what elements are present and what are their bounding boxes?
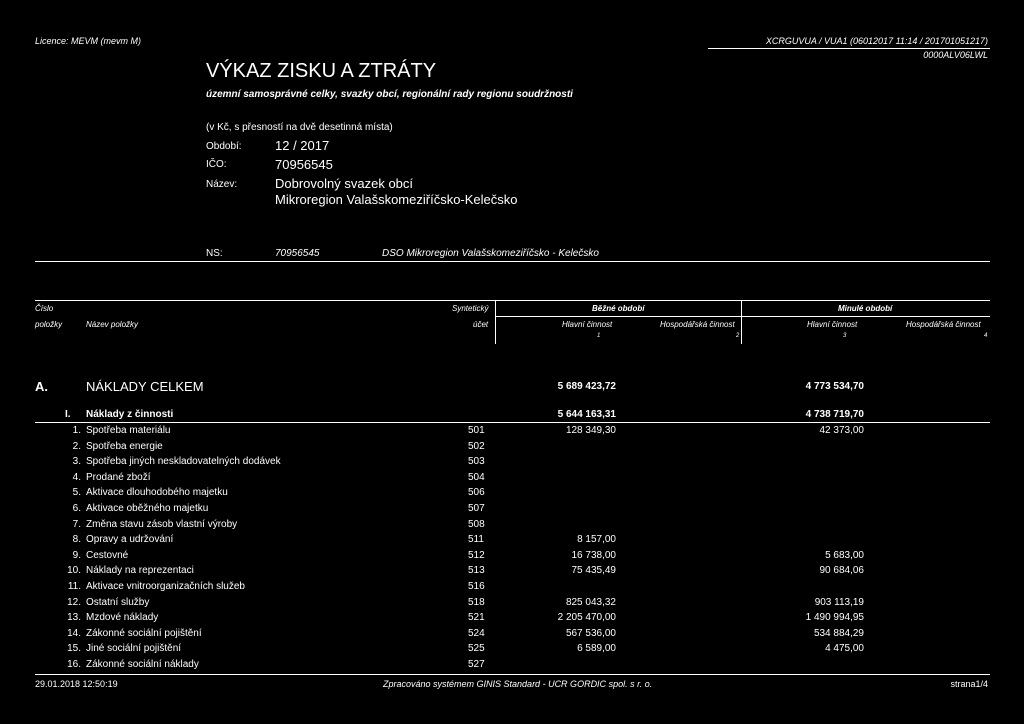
col-polozky: položky <box>35 320 63 329</box>
row-name: Náklady na reprezentaci <box>86 565 194 577</box>
row-number: 15. <box>67 643 81 655</box>
row-previous: 534 884,29 <box>813 627 864 639</box>
row-previous: 4 475,00 <box>825 643 864 655</box>
subsection-name: Náklady z činnosti <box>86 409 174 420</box>
row-account: 508 <box>468 518 485 530</box>
col-nazev: Název položky <box>86 320 139 329</box>
column-divider-1 <box>495 300 496 344</box>
period-value: 12 / 2017 <box>275 138 330 153</box>
row-name: Cestovné <box>86 549 129 561</box>
row-account: 512 <box>468 549 485 561</box>
row-number: 9. <box>72 549 81 561</box>
row-number: 8. <box>72 534 81 546</box>
row-name: Spotřeba materiálu <box>86 425 171 436</box>
ns-rule <box>35 261 990 262</box>
report-title: VÝKAZ ZISKU A ZTRÁTY <box>206 60 437 82</box>
row-current: 567 536,00 <box>565 627 616 639</box>
row-account: 521 <box>468 612 485 624</box>
row-previous: 903 113,19 <box>814 596 864 608</box>
period-label: Období: <box>206 141 242 152</box>
report-code-2: 0000ALV06LWL <box>923 50 988 60</box>
subsection-code: I. <box>65 409 71 420</box>
col-bezne: Běžné období <box>592 304 645 313</box>
subsection-rule <box>35 422 990 423</box>
col-syntet-2: účet <box>473 320 489 329</box>
table-row <box>0 441 1024 456</box>
row-number: 1. <box>72 425 81 436</box>
section-code: A. <box>35 379 48 394</box>
row-current: 75 435,49 <box>571 565 616 577</box>
units-note: (v Kč, s přesností na dvě desetinná místa) <box>206 122 393 133</box>
row-name: Spotřeba jiných neskladovatelných dodávek <box>86 456 281 468</box>
col-cislo: Číslo <box>35 304 54 313</box>
row-number: 7. <box>72 518 81 530</box>
footer-rule <box>35 674 990 675</box>
row-name: Prodané zboží <box>86 471 151 483</box>
row-account: 507 <box>468 503 485 514</box>
footer-page: strana1/4 <box>950 679 988 689</box>
row-number: 3. <box>72 456 81 468</box>
row-name: Zákonné sociální pojištění <box>86 627 202 639</box>
row-current: 825 043,32 <box>565 596 616 608</box>
row-name: Zákonné sociální náklady <box>86 659 199 670</box>
subsection-previous: 4 738 719,70 <box>805 409 864 420</box>
col-hlavni-1: Hlavní činnost <box>562 320 613 329</box>
row-account: 516 <box>468 581 485 592</box>
table-row <box>0 643 1024 658</box>
row-name: Ostatní služby <box>86 596 150 608</box>
row-number: 16. <box>67 659 81 670</box>
row-account: 503 <box>468 456 485 468</box>
row-account: 502 <box>468 440 485 452</box>
row-number: 5. <box>72 487 81 499</box>
row-account: 525 <box>468 643 485 655</box>
row-current: 16 738,00 <box>571 549 616 561</box>
table-row <box>0 534 1024 549</box>
ico-label: IČO: <box>206 159 227 170</box>
row-number: 10. <box>67 565 81 577</box>
row-number: 6. <box>72 503 81 514</box>
ns-label: NS: <box>206 248 223 259</box>
row-previous: 90 684,06 <box>819 565 864 577</box>
col-syntet-1: Syntetický <box>452 304 489 313</box>
row-current: 128 349,30 <box>565 425 616 436</box>
section-previous: 4 773 534,70 <box>805 381 864 392</box>
row-account: 524 <box>468 627 485 639</box>
row-number: 12. <box>67 596 81 608</box>
row-name: Opravy a udržování <box>86 534 174 546</box>
table-row <box>0 487 1024 502</box>
row-previous: 42 373,00 <box>819 425 864 436</box>
row-current: 2 205 470,00 <box>557 612 616 624</box>
table-row <box>0 503 1024 518</box>
row-account: 501 <box>468 425 485 436</box>
subsection-current: 5 644 163,31 <box>557 409 616 420</box>
table-row <box>0 425 1024 440</box>
col-hlavni-2: Hlavní činnost <box>807 320 858 329</box>
report-code: XCRGUVUA / VUA1 (06012017 11:14 / 201701051217) <box>765 36 988 46</box>
name-line-1: Dobrovolný svazek obcí <box>275 176 414 191</box>
row-number: 2. <box>72 440 81 452</box>
row-name: Aktivace oběžného majetku <box>86 503 209 514</box>
ns-name: DSO Mikroregion Valašskomeziříčsko - Kelečsko <box>382 248 599 259</box>
section-current: 5 689 423,72 <box>557 381 616 392</box>
row-account: 513 <box>468 565 485 577</box>
row-name: Spotřeba energie <box>86 440 163 452</box>
section-name: NÁKLADY CELKEM <box>86 379 204 394</box>
footer-system: Zpracováno systémem GINIS Standard - UCR GORDIC spol. s r. o. <box>383 679 653 689</box>
row-number: 11. <box>67 581 81 592</box>
ns-number: 70956545 <box>275 248 320 259</box>
row-account: 511 <box>468 534 484 546</box>
col-num-1: 1 <box>597 333 601 339</box>
row-previous: 5 683,00 <box>825 549 864 561</box>
column-divider-2 <box>741 300 742 344</box>
table-row <box>0 597 1024 612</box>
col-hosp-2: Hospodářská činnost <box>906 320 981 329</box>
name-line-2: Mikroregion Valašskomeziříčsko-Kelečsko <box>275 192 518 207</box>
row-current: 8 157,00 <box>577 534 616 546</box>
row-number: 13. <box>67 612 81 624</box>
row-account: 506 <box>468 487 485 499</box>
row-name: Jiné sociální pojištění <box>86 643 182 655</box>
col-num-2: 2 <box>736 333 740 339</box>
row-current: 6 589,00 <box>577 643 616 655</box>
ico-value: 70956545 <box>275 157 333 172</box>
col-minule: Minulé období <box>838 304 893 313</box>
row-name: Mzdové náklady <box>86 612 159 624</box>
table-row <box>0 581 1024 596</box>
table-row <box>0 659 1024 674</box>
table-row <box>0 550 1024 565</box>
table-row <box>0 628 1024 643</box>
table-row <box>0 472 1024 487</box>
row-account: 518 <box>468 596 485 608</box>
report-subtitle: územní samosprávné celky, svazky obcí, regionální rady regionu soudržnosti <box>206 89 573 100</box>
column-subheader-rule <box>495 316 990 317</box>
row-name: Aktivace dlouhodobého majetku <box>86 487 228 499</box>
row-account: 527 <box>468 659 485 670</box>
row-name: Změna stavu zásob vlastní výroby <box>86 518 238 530</box>
name-label: Název: <box>206 179 238 190</box>
table-row <box>0 456 1024 471</box>
row-previous: 1 490 994,95 <box>805 612 864 624</box>
row-number: 4. <box>72 471 81 483</box>
column-header-rule <box>35 300 990 301</box>
licence-text: Licence: MEVM (mevm M) <box>35 36 142 46</box>
row-number: 14. <box>67 627 81 639</box>
table-row <box>0 612 1024 627</box>
row-name: Aktivace vnitroorganizačních služeb <box>86 581 245 592</box>
table-row <box>0 519 1024 534</box>
header-rule <box>708 48 990 49</box>
col-num-3: 3 <box>843 333 847 339</box>
row-account: 504 <box>468 471 485 483</box>
table-row <box>0 565 1024 580</box>
col-num-4: 4 <box>984 333 988 339</box>
col-hosp-1: Hospodářská činnost <box>660 320 735 329</box>
footer-date: 29.01.2018 12:50:19 <box>35 679 118 689</box>
